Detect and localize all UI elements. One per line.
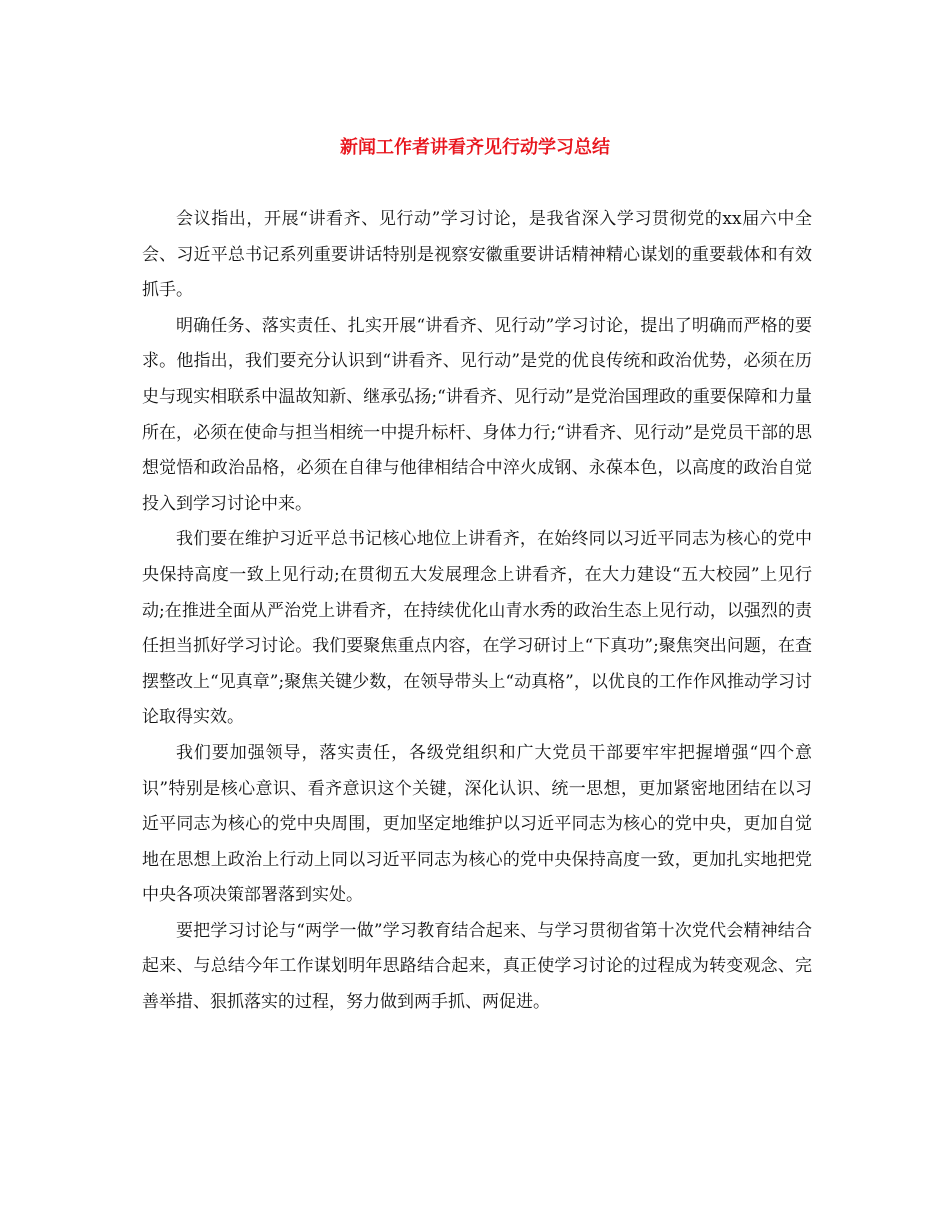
document-body (142, 202, 812, 1021)
paragraph-5: 要把学习讨论与“两学一做”学习教育结合起来、与学习贯彻省第十次党代会精神结合起来、与总结今年工作谋划明年思路结合起来，真正使学习讨论的过程成为转变观念、完善举措、狠抓落实的过程，努力做到两手抓、两促进。 (142, 920, 812, 1013)
document-title: 新闻工作者讲看齐见行动学习总结 (340, 137, 610, 158)
paragraph-4: 我们要加强领导，落实责任，各级党组织和广大党员干部要牢牢把握增强“四个意识”特别是核心意识、看齐意识这个关键，深化认识、统一思想，更加紧密地团结在以习近平同志为核心的党中央周围，更加坚定地维护以习近平同志为核心的党中央，更加自觉地在思想上政治上行动上同以习近平同志为核心的党中央保持高度一致，更加扎实地把党中央各项决策部署落到实处。 (142, 742, 812, 906)
paragraph-1: 会议指出，开展“讲看齐、见行动”学习讨论，是我省深入学习贯彻党的xx届六中全会、习近平总书记系列重要讲话特别是视察安徽重要讲话精神精心谋划的重要载体和有效抓手。 (142, 209, 812, 301)
paragraph-2: 明确任务、落实责任、扎实开展“讲看齐、见行动”学习讨论，提出了明确而严格的要求。他指出，我们要充分认识到“讲看齐、见行动”是党的优良传统和政治优势，必须在历史与现实相联系中温故知新、继承弘扬;“讲看齐、见行动”是党治国理政的重要保障和力量所在，必须在使命与担当相统一中提升标杆、身体力行;“讲看齐、见行动”是党员干部的思想觉悟和政治品格，必须在自律与他律相结合中淬火成钢、永葆本色，以高度的政治自觉投入到学习讨论中来。 (142, 315, 812, 514)
paragraph-3: 我们要在维护习近平总书记核心地位上讲看齐，在始终同以习近平同志为核心的党中央保持高度一致上见行动;在贯彻五大发展理念上讲看齐，在大力建设“五大校园”上见行动;在推进全面从严治党上讲看齐，在持续优化山青水秀的政治生态上见行动，以强烈的责任担当抓好学习讨论。我们要聚焦重点内容，在学习研讨上“下真功”;聚焦突出问题，在查摆整改上“见真章”;聚焦关键少数，在领导带头上“动真格”，以优良的工作作风推动学习讨论取得实效。 (142, 529, 812, 728)
